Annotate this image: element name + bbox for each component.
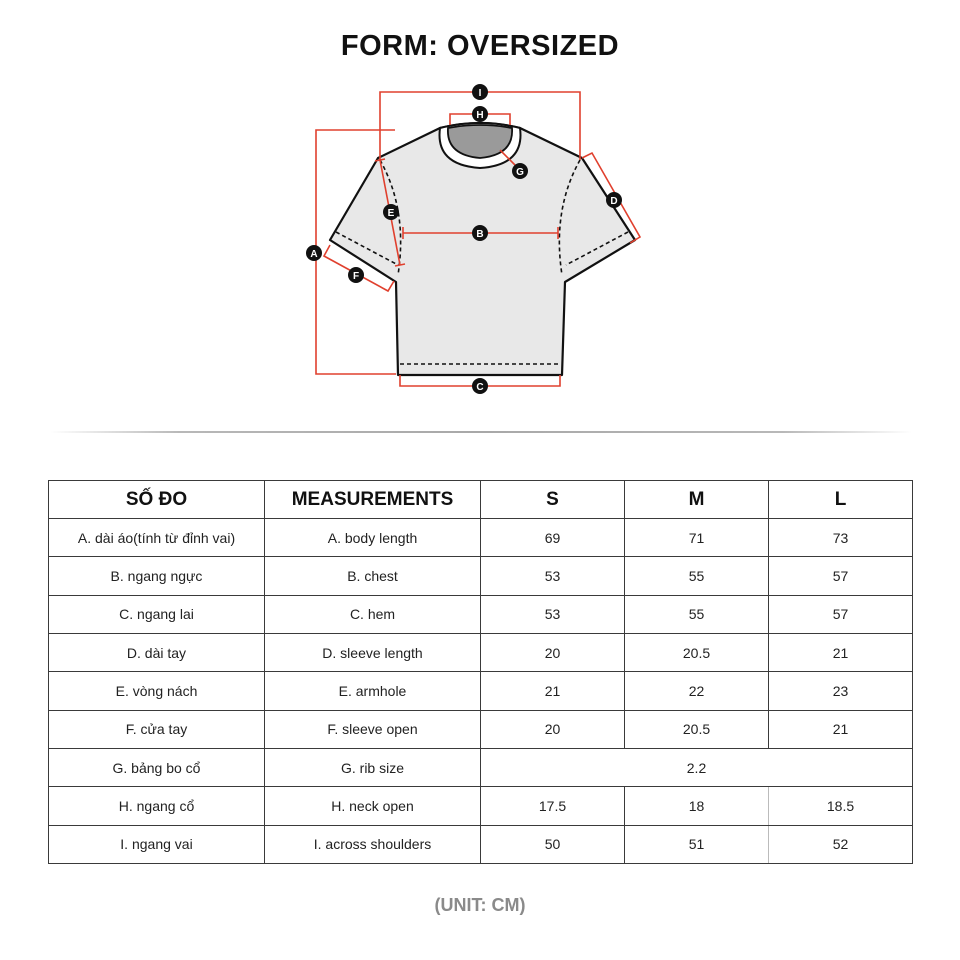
table-row: [49, 557, 913, 595]
cell-l: 21: [769, 633, 913, 671]
label-F: [348, 267, 364, 283]
row-label-en: B. chest: [265, 557, 481, 595]
cell-l: 73: [769, 519, 913, 557]
label-I: [472, 84, 488, 100]
table-row: [49, 595, 913, 633]
row-label-vn: E. vòng nách: [49, 672, 265, 710]
row-label-en: D. sleeve length: [265, 633, 481, 671]
row-label-vn: B. ngang ngực: [49, 557, 265, 595]
row-label-vn: H. ngang cổ: [49, 787, 265, 825]
cell-l: 52: [769, 825, 913, 863]
tshirt-measurement-diagram: [0, 0, 960, 420]
cell-s: 50: [481, 825, 625, 863]
table-row: [49, 672, 913, 710]
label-C: [472, 378, 488, 394]
row-label-en: A. body length: [265, 519, 481, 557]
table-row: [49, 748, 913, 786]
svg-text:D: D: [610, 196, 618, 207]
table-row: [49, 825, 913, 863]
cell-s: 69: [481, 519, 625, 557]
unit-note: (UNIT: CM): [434, 895, 526, 915]
cell-m: 55: [625, 557, 769, 595]
cell-s: 21: [481, 672, 625, 710]
label-A: [306, 245, 322, 261]
svg-text:H: H: [476, 110, 484, 121]
svg-text:A: A: [310, 249, 318, 260]
label-E: [383, 204, 399, 220]
cell-all-sizes: 2.2: [481, 748, 913, 786]
size-chart-table: [48, 480, 913, 864]
row-label-en: G. rib size: [265, 748, 481, 786]
cell-m: 71: [625, 519, 769, 557]
cell-s: 20: [481, 710, 625, 748]
cell-m: 20.5: [625, 633, 769, 671]
table-row: [49, 787, 913, 825]
header-measurements: MEASUREMENTS: [265, 481, 481, 519]
label-G: [512, 163, 528, 179]
cell-l: 23: [769, 672, 913, 710]
row-label-vn: I. ngang vai: [49, 825, 265, 863]
svg-text:E: E: [387, 208, 395, 219]
cell-s: 17.5: [481, 787, 625, 825]
row-label-en: C. hem: [265, 595, 481, 633]
section-divider: [50, 431, 912, 433]
header-size-m: M: [625, 481, 769, 519]
row-label-en: H. neck open: [265, 787, 481, 825]
header-size-l: L: [769, 481, 913, 519]
cell-l: 18.5: [769, 787, 913, 825]
row-label-vn: D. dài tay: [49, 633, 265, 671]
row-label-en: F. sleeve open: [265, 710, 481, 748]
label-B: [472, 225, 488, 241]
svg-text:G: G: [516, 167, 524, 178]
label-H: [472, 106, 488, 122]
page-title: FORM: OVERSIZED: [340, 30, 620, 62]
row-label-vn: C. ngang lai: [49, 595, 265, 633]
cell-m: 22: [625, 672, 769, 710]
cell-s: 20: [481, 633, 625, 671]
row-label-vn: A. dài áo(tính từ đỉnh vai): [49, 519, 265, 557]
cell-l: 57: [769, 595, 913, 633]
row-label-vn: F. cửa tay: [49, 710, 265, 748]
svg-text:I: I: [478, 88, 482, 99]
svg-text:C: C: [476, 382, 484, 393]
header-so-do: SỐ ĐO: [49, 481, 265, 519]
cell-l: 57: [769, 557, 913, 595]
cell-m: 18: [625, 787, 769, 825]
svg-text:B: B: [476, 229, 484, 240]
cell-s: 53: [481, 595, 625, 633]
header-size-s: S: [481, 481, 625, 519]
row-label-en: E. armhole: [265, 672, 481, 710]
label-D: [606, 192, 622, 208]
table-row: [49, 710, 913, 748]
row-label-vn: G. bảng bo cổ: [49, 748, 265, 786]
svg-text:F: F: [352, 271, 360, 282]
cell-m: 55: [625, 595, 769, 633]
cell-s: 53: [481, 557, 625, 595]
cell-m: 20.5: [625, 710, 769, 748]
table-row: [49, 519, 913, 557]
row-label-en: I. across shoulders: [265, 825, 481, 863]
table-header-row: [49, 481, 913, 519]
table-row: [49, 633, 913, 671]
cell-l: 21: [769, 710, 913, 748]
cell-m: 51: [625, 825, 769, 863]
